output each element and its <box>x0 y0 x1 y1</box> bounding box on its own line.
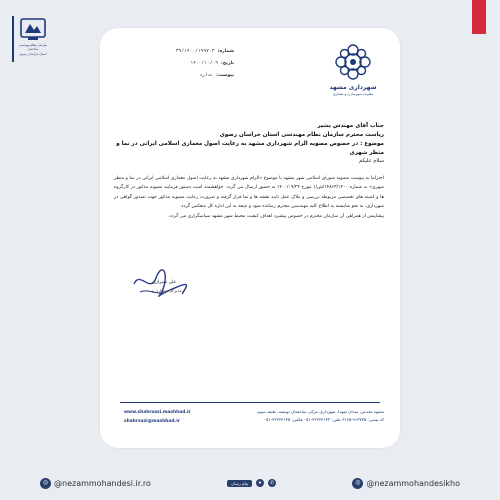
center-badges <box>227 479 276 487</box>
letter-addressee <box>114 122 384 158</box>
telegram-icon[interactable]: ➤ <box>256 479 264 487</box>
org-logo-icon <box>20 16 46 42</box>
letter-attachment-row <box>124 70 234 82</box>
letter-meta <box>124 46 234 82</box>
municipality-logo-icon <box>331 40 375 84</box>
letter-attachment-label: پیوست: <box>216 73 234 78</box>
left-handle[interactable]: @nezammohandesi.ir.ro <box>54 478 151 488</box>
signature-block <box>130 264 210 304</box>
signatory-title: مدیرکل معماری و <box>152 288 182 293</box>
letter-number-row <box>124 46 234 58</box>
municipality-logo <box>322 40 384 104</box>
whatsapp-icon[interactable]: ✆ <box>268 479 276 487</box>
municipality-logo-text: شهرداری مشهد <box>329 84 377 91</box>
org-name-line2: استان خراسان رضوی <box>19 52 47 56</box>
instagram-icon: ◎ <box>352 478 363 489</box>
footer-website[interactable]: www.shahrsazi.mashhad.ir <box>124 410 191 415</box>
red-corner-flag <box>472 0 486 34</box>
bottom-social-bar <box>0 466 500 500</box>
letter-body-paragraph1: احتراما به پیوست مصوبه شورای اسلامی شهر مشهد با موضوع «الزام شهرداری مشهد به رعایت اصول معماری اسلامی ایرانی در نما و منظر شهری» به شماره ۱۴۸۶۳/۱۴۰۰/ش/۱ مورخ ۱۴۰۰/۰۹/۲۴ به حضور ارسال می گردد. خواهشمند است دستور فرمایید مصوبه مذکور در کارگروه ها و کمیته های تخصصی مربوطه بررسی و ملاک عمل تایید نقشه ها و نما قرار گرفته و ضرورت رعایت مصوبه مذکور جهت تصدور گواهی در شهرداری، به نحو شایسته به اطلاع کلیه مهندسین محترم رسانده شود و نتیجه به این اداره کل منعکس گردد. <box>114 176 384 210</box>
letter-greeting: سلام علیکم <box>359 158 384 164</box>
municipality-logo-subtitle: معاونت شهرسازی و معماری <box>332 92 374 96</box>
right-social[interactable] <box>352 478 460 489</box>
letter-body <box>114 174 384 221</box>
organization-logo <box>12 16 52 62</box>
footer-address-line2: کد پستی: ۹۱۳۷۷۵-۳۱۶۵ تلفن: ۳۲۲۳۳۱۴۴-۰۵۱ فکس: ۳۲۲۳۳۱۴۵-۰۵۱ <box>263 417 384 423</box>
letter-number-value: ۳۹/۱۴۰۰/۱۹۹۷۰۳ <box>175 49 215 54</box>
letter-date-value: ۱۴۰۰/۱۰/۰۹ <box>190 61 219 66</box>
addressee-line2: ریاست محترم سازمان نظام مهندسی استان خراسان رضوی <box>219 132 384 138</box>
letter-body-paragraph2: پیشاپیش از همراهی آن سازمان محترم در خصوص پیشبرد اهداف کیفیت محیط شهر مشهد سپاسگزاری می گردد. <box>168 213 384 219</box>
letter-date-row <box>124 58 234 70</box>
addressee-line1: جناب آقای مهندس بشیر <box>317 123 384 129</box>
left-social[interactable] <box>40 478 151 489</box>
footer-address-line1: مشهد مقدس، میدان شهدا، شهرداری مرکز، ساختمان توسعه، طبقه سوم <box>257 409 384 414</box>
org-name-line1: سازمان نظام مهندسی ساختمان <box>18 43 48 51</box>
right-handle[interactable]: @nezammohandesikho <box>366 478 460 488</box>
instagram-icon: ◎ <box>40 478 51 489</box>
footer-email[interactable]: shahrsazi@mashhad.ir <box>124 419 180 424</box>
footer-divider <box>120 402 380 403</box>
letter-number-label: شماره: <box>217 49 234 54</box>
addressee-subject: موضوع : در خصوص مصوبه الزام شهرداری مشهد به رعایت اصول معماری اسلامی ایرانی در نما و منظر شهری <box>116 141 384 156</box>
footer-address <box>194 408 384 425</box>
messenger-badge[interactable]: پیام رسان <box>227 480 252 487</box>
signatory-name: علی شیرازی <box>152 280 177 285</box>
letter-attachment-value: ندارد <box>199 73 214 78</box>
letter-paper <box>100 28 400 448</box>
letter-date-label: تاریخ: <box>221 61 234 66</box>
